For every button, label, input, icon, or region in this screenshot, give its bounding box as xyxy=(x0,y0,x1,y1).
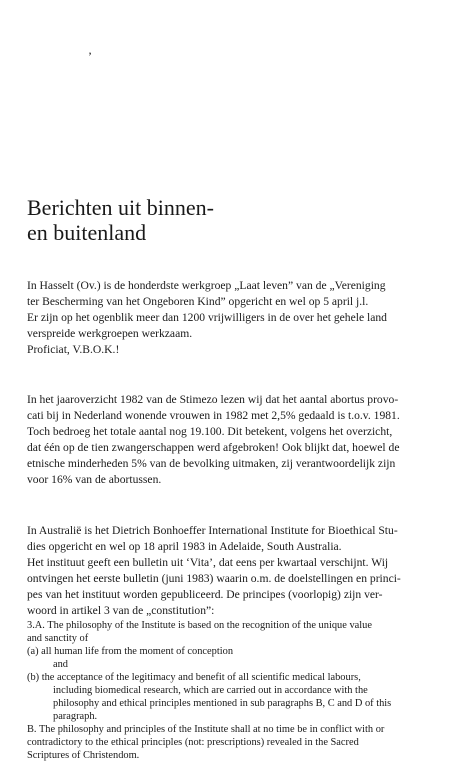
text-line: In Hasselt (Ov.) is de honderdste werkgroep „Laat leven” van de „Vereniging xyxy=(27,279,386,292)
text-line: verspreide werkgroepen werkzaam. xyxy=(27,327,193,340)
text-line: dat één op de tien zwangerschappen werd afgebroken! Ook blijkt dat, hoewel de xyxy=(27,441,400,454)
quote-line: (b) the acceptance of the legitimacy and benefit of all scientific medical labours, xyxy=(27,672,361,683)
news-item-hasselt xyxy=(27,278,457,358)
text-line: Proficiat, V.B.O.K.! xyxy=(27,343,120,356)
text-line: In het jaaroverzicht 1982 van de Stimezo lezen wij dat het aantal abortus provo- xyxy=(27,393,399,406)
text-line: etnische minderheden 5% van de bevolking uitmaken, zij verantwoordelijk zijn xyxy=(27,457,396,470)
text-line: Toch bedroeg het totale aantal nog 19.100. Dit betekent, volgens het overzicht, xyxy=(27,425,393,438)
text-line: voor 16% van de abortussen. xyxy=(27,473,162,486)
quote-line: including biomedical research, which are carried out in accordance with the xyxy=(53,685,368,696)
text-line: ter Bescherming van het Ongeboren Kind” opgericht en wel op 5 april j.l. xyxy=(27,295,369,308)
page-title xyxy=(27,195,447,245)
text-line: woord in artikel 3 van de „constitution”: xyxy=(27,604,215,617)
quote-line: paragraph. xyxy=(53,711,98,722)
news-item-australia xyxy=(27,523,457,619)
stray-mark: ’ xyxy=(88,49,92,63)
text-line: ontvingen het eerste bulletin (juni 1983) waarin o.m. de doelstellingen en princi- xyxy=(27,572,401,585)
quote-line: B. The philosophy and principles of the Institute shall at no time be in conflict with or xyxy=(27,724,385,735)
text-line: pes van het instituut worden gepubliceerd. De principes (voorlopig) zijn ver- xyxy=(27,588,383,601)
quote-line: (a) all human life from the moment of conception xyxy=(27,646,234,657)
quote-line: and xyxy=(53,659,69,670)
text-line: dies opgericht en wel op 18 april 1983 in Adelaide, South Australia. xyxy=(27,540,342,553)
text-line: In Australië is het Dietrich Bonhoeffer International Institute for Bioethical Stu- xyxy=(27,524,398,537)
constitution-quote xyxy=(27,619,459,762)
quote-line: and sanctity of xyxy=(27,633,89,644)
quote-line: 3.A. The philosophy of the Institute is based on the recognition of the unique value xyxy=(27,620,372,631)
text-line: Er zijn op het ogenblik meer dan 1200 vrijwilligers in de over het gehele land xyxy=(27,311,387,324)
quote-line: contradictory to the ethical principles (not: prescriptions) revealed in the Sacred xyxy=(27,737,359,748)
quote-line: Scriptures of Christendom. xyxy=(27,750,140,761)
text-line: cati bij in Nederland wonende vrouwen in 1982 met 2,5% gedaald is t.o.v. 1981. xyxy=(27,409,400,422)
title-line: Berichten uit binnen- xyxy=(27,195,214,220)
news-item-stimezo xyxy=(27,392,457,488)
quote-line: philosophy and ethical principles mentioned in sub paragraphs B, C and D of this xyxy=(53,698,392,709)
text-line: Het instituut geeft een bulletin uit ‘Vita’, dat eens per kwartaal verschijnt. Wij xyxy=(27,556,389,569)
title-line: en buitenland xyxy=(27,220,147,245)
